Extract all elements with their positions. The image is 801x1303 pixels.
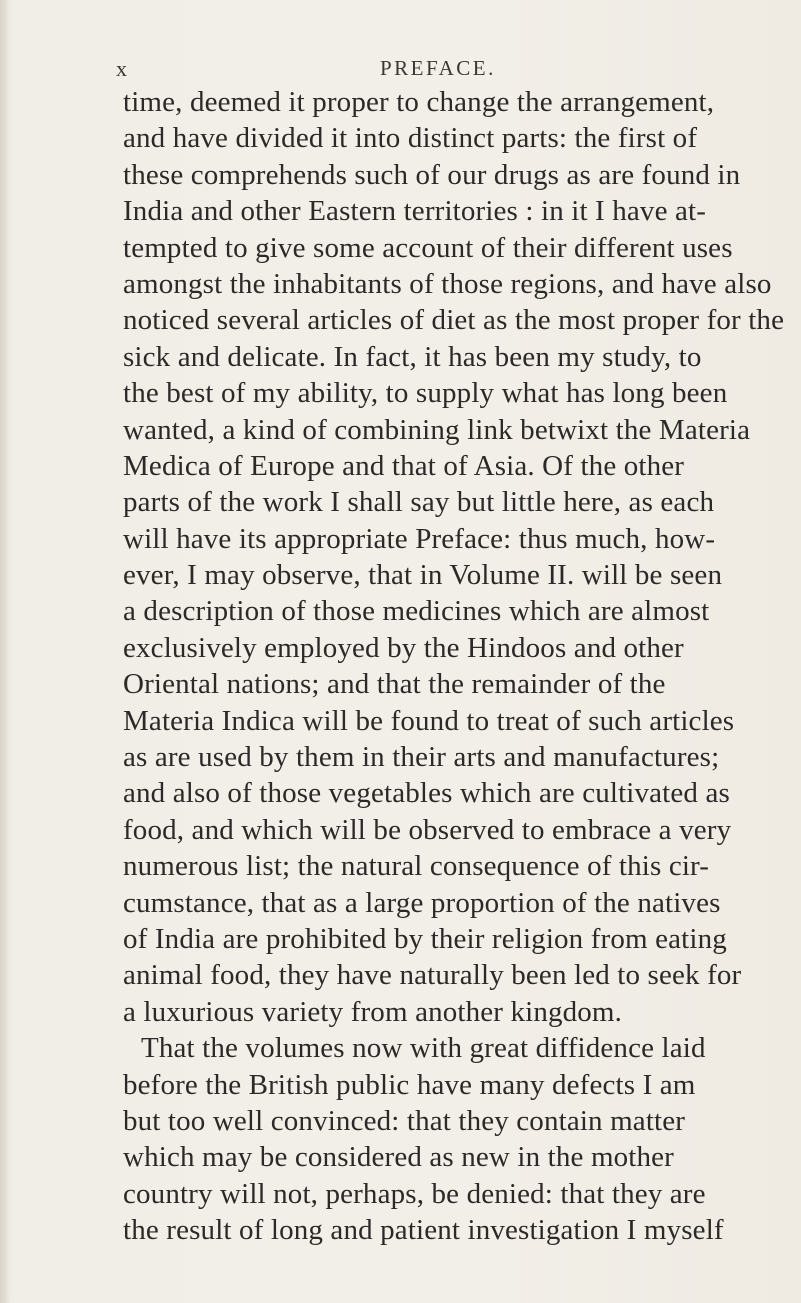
text-line: exclusively employed by the Hindoos and other — [123, 631, 684, 664]
text-line: will have its appropriate Preface: thus much, how- — [123, 522, 716, 555]
text-line: the best of my ability, to supply what has long been — [123, 377, 728, 410]
preface-body-text — [123, 84, 793, 1249]
text-line: these comprehends such of our drugs as are found in — [123, 158, 741, 191]
text-line: Materia Indica will be found to treat of such articles — [123, 704, 735, 737]
page-header — [0, 56, 801, 86]
text-line: and also of those vegetables which are cultivated as — [123, 777, 730, 810]
page-number: x — [116, 56, 128, 81]
text-line: cumstance, that as a large proportion of the natives — [123, 886, 721, 919]
running-title: PREFACE. — [380, 56, 496, 80]
text-line: Oriental nations; and that the remainder of the — [123, 668, 666, 701]
text-line: ever, I may observe, that in Volume II. will be seen — [123, 559, 723, 592]
text-line: Medica of Europe and that of Asia. Of the other — [123, 449, 685, 482]
text-line: before the British public have many defects I am — [123, 1068, 696, 1101]
text-line: and have divided it into distinct parts: the first of — [123, 122, 698, 155]
text-line: India and other Eastern territories : in it I have at- — [123, 195, 707, 228]
text-line: tempted to give some account of their different uses — [123, 231, 733, 264]
text-line: numerous list; the natural consequence of this cir- — [123, 850, 710, 883]
text-line: as are used by them in their arts and manufactures; — [123, 741, 720, 774]
text-line: but too well convinced: that they contain matter — [123, 1104, 686, 1137]
text-line: a luxurious variety from another kingdom. — [123, 995, 623, 1028]
text-line: which may be considered as new in the mother — [123, 1141, 674, 1174]
text-line: noticed several articles of diet as the most proper for the — [123, 304, 785, 337]
text-line: time, deemed it proper to change the arrangement, — [123, 86, 715, 118]
paragraph-first-line: That the volumes now with great diffidence laid — [141, 1032, 706, 1065]
text-line: country will not, perhaps, be denied: that they are — [123, 1177, 706, 1210]
text-line: the result of long and patient investigation I myself — [123, 1214, 724, 1247]
text-line: food, and which will be observed to embrace a very — [123, 813, 732, 846]
text-line: sick and delicate. In fact, it has been my study, to — [123, 340, 702, 373]
text-line: a description of those medicines which are almost — [123, 595, 710, 628]
text-line: of India are prohibited by their religion from eating — [123, 922, 727, 955]
text-line: amongst the inhabitants of those regions, and have also — [123, 267, 772, 300]
text-line: parts of the work I shall say but little here, as each — [123, 486, 715, 519]
text-line: wanted, a kind of combining link betwixt the Materia — [123, 413, 751, 446]
text-line: animal food, they have naturally been led to seek for — [123, 959, 742, 992]
page-edge-shadow — [0, 0, 10, 1303]
